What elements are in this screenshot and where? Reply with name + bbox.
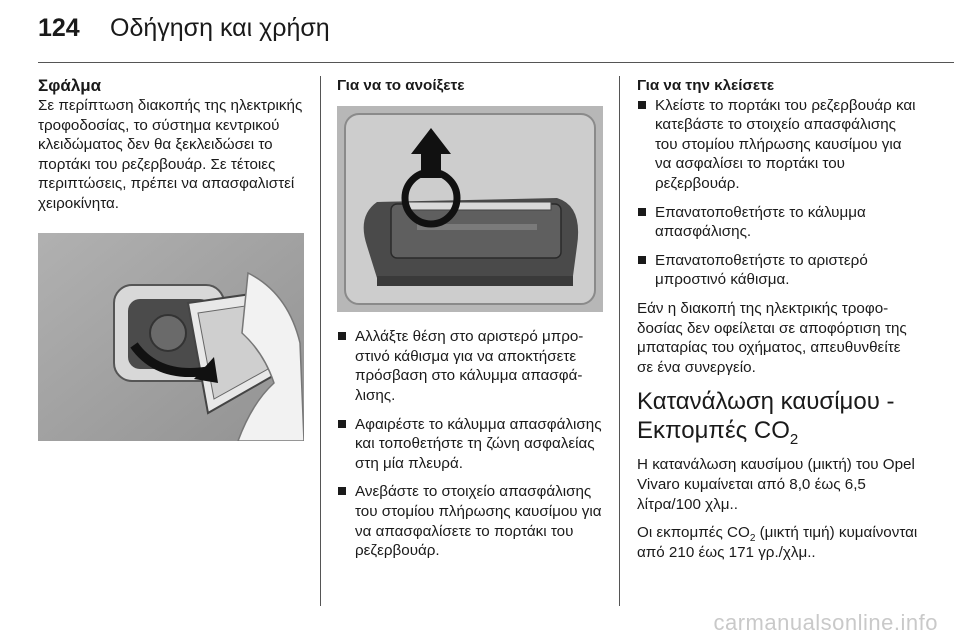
chapter-title: Οδήγηση και χρήση [110, 14, 330, 42]
page-number: 124 [38, 14, 80, 42]
list-item: Αλλάξτε θέση στο αριστερό μπροστινό κάθισμα για να αποκτήσετε πρόσβαση στο κάλυμμα απασφάλισης. [337, 327, 607, 405]
bullet-icon [338, 332, 346, 340]
open-steps-list [337, 327, 607, 561]
watermark: carmanualsonline.info [713, 610, 938, 635]
fault-paragraph: Σε περίπτωση διακοπής της ηλεκτρικής τροφοδοσίας, το σύστημα κεντρικού κλειδώματος δεν θα ξεκλειδώσει το πορτάκι του ρεζερβουάρ. Σε τέτοιες περιπτώσεις, πρέπει να απασφαλιστεί χειροκίνητα. [38, 97, 303, 212]
column-divider [619, 76, 620, 606]
fault-heading: Σφάλμα [38, 76, 102, 95]
column-2 [337, 76, 607, 570]
close-steps-list [637, 96, 919, 290]
section-title: Κατανάλωση καυσίμου - Εκπομπές $CO_2$ [637, 388, 895, 449]
fuel-door-manual-release-illustration [38, 233, 304, 441]
list-item: Επανατοποθετήστε το κάλυμμα απασφάλισης. [637, 203, 919, 242]
column-1 [38, 76, 306, 446]
bullet-icon [338, 420, 346, 428]
column-divider [320, 76, 321, 606]
to-open-heading: Για να το ανοίξετε [337, 77, 465, 94]
to-close-heading: Για να την κλείσετε [637, 77, 775, 94]
bullet-icon [338, 487, 346, 495]
column-3 [637, 76, 919, 571]
list-item: Ανεβάστε το στοιχείο απασφάλισης του στομίου πλήρωσης καυσίμου για να απασφαλίσετε το πορτάκι του ρεζερβουάρ. [337, 482, 607, 560]
list-item: Κλείστε το πορτάκι του ρεζερβουάρ και κατεβάστε το στοιχείο απασφάλισης του στομίου πλήρωσης καυσίμου για να ασφαλίσει το πορτάκι του ρεζερβουάρ. [637, 96, 919, 194]
page-header [38, 14, 330, 54]
bullet-icon [638, 256, 646, 264]
bullet-icon [638, 208, 646, 216]
header-divider [38, 62, 954, 63]
release-element-illustration [337, 106, 603, 312]
bullet-icon [638, 101, 646, 109]
consumption-paragraph: Η κατανάλωση καυσίμου (μικτή) του Opel Vivaro κυμαίνεται από 8,0 έως 6,5 λίτρα/100 χλμ.. [637, 456, 915, 513]
emissions-paragraph: Οι εκπομπές $CO_2$ (μικτή τιμή) κυμαίνονται από 210 έως 171 γρ./χλμ.. [637, 524, 918, 561]
workshop-note: Εάν η διακοπή της ηλεκτρικής τροφοδοσίας δεν οφείλεται σε αποφόρτιση της μπαταρίας του οχήματος, απευθυνθείτε σε ένα συνεργείο. [637, 299, 907, 376]
list-item: Επανατοποθετήστε το αριστερό μπροστινό κάθισμα. [637, 251, 919, 290]
list-item: Αφαιρέστε το κάλυμμα απασφάλισης και τοποθετήστε τη ζώνη ασφαλείας στη μία πλευρά. [337, 415, 607, 474]
